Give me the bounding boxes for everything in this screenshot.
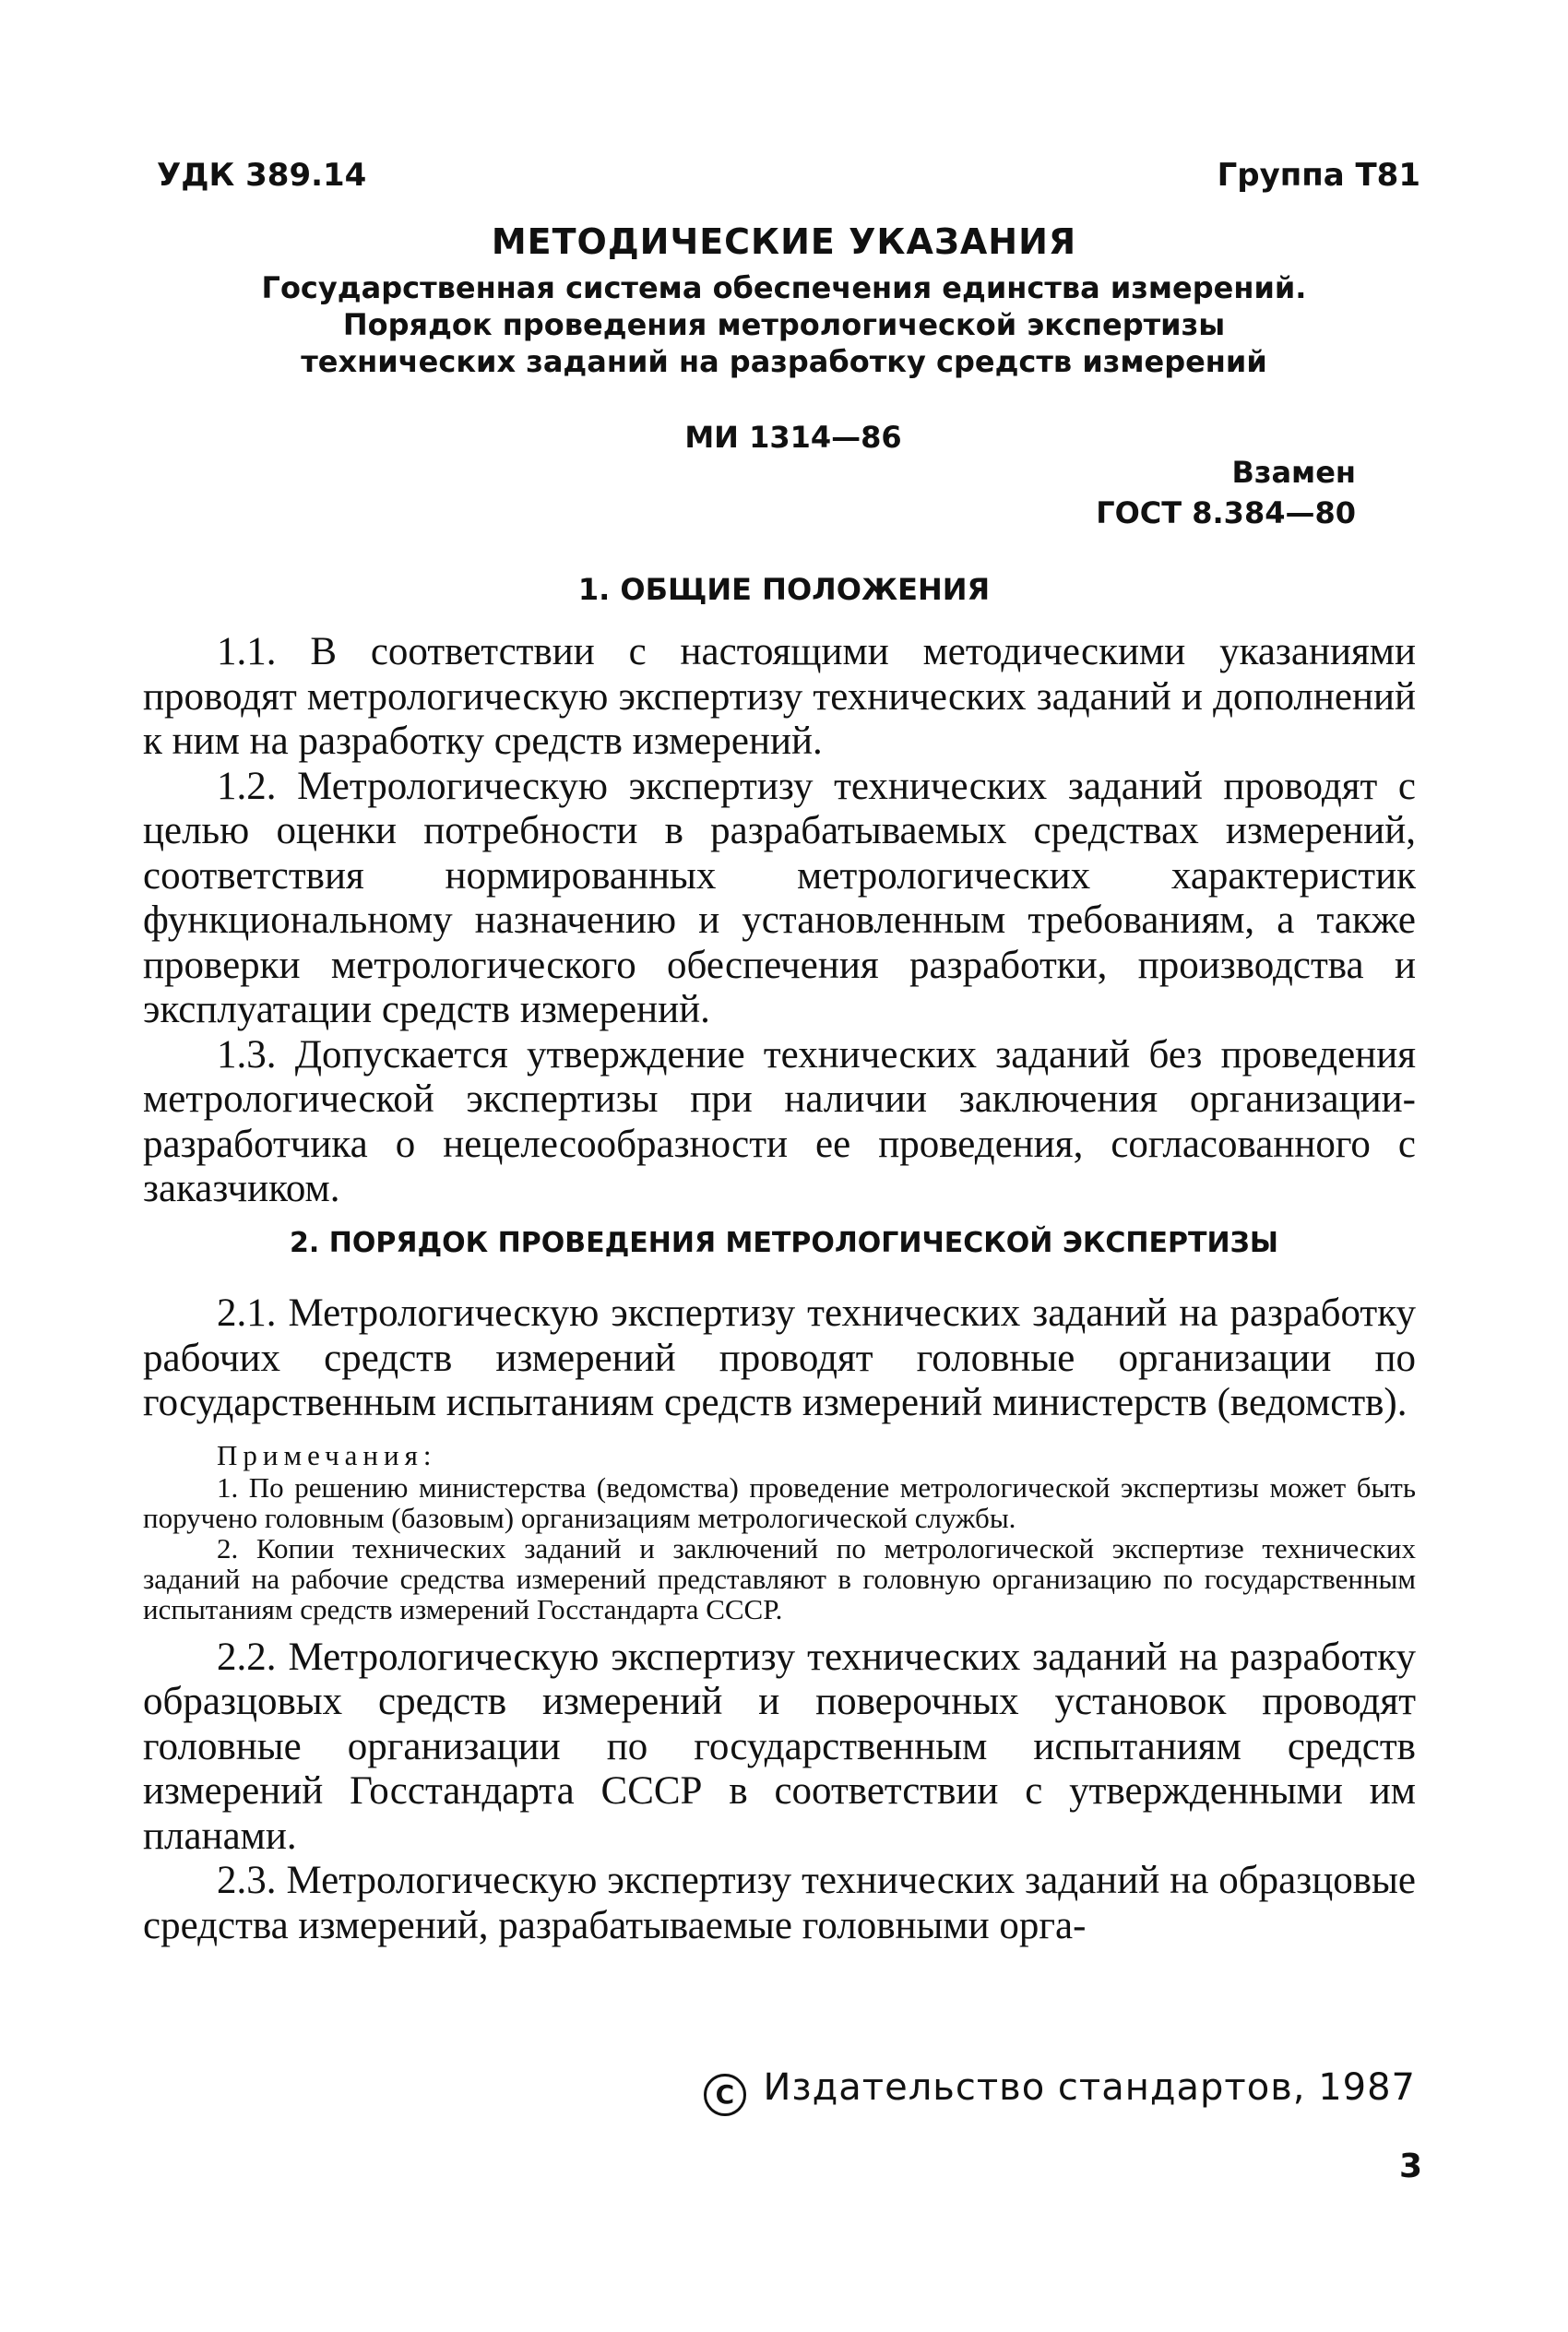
paragraph-2-3: 2.3. Метрологическую экспертизу технических заданий на образцовые средства измерений, разрабатываемые головными орга-	[143, 1859, 1416, 1947]
section-2-heading: 2. ПОРЯДОК ПРОВЕДЕНИЯ МЕТРОЛОГИЧЕСКОЙ ЭКСПЕРТИЗЫ	[290, 1227, 1278, 1259]
section-1-body	[143, 630, 1416, 1212]
section-2-body	[143, 1291, 1416, 1948]
paragraph-1-3: 1.3. Допускается утверждение технических заданий без проведения метрологической экспертизы при наличии заключения организации-разработчика о нецелесообразности ее проведения, согласованного с заказчиком.	[143, 1032, 1416, 1210]
paragraph-2-1: 2.1. Метрологическую экспертизу технических заданий на разработку рабочих средств измерений проводят головные организации по государственным испытаниям средств измерений министерств (ведомств).	[143, 1291, 1416, 1424]
group-code: Группа Т81	[1217, 157, 1420, 194]
notes-heading: Примечания:	[217, 1438, 437, 1471]
note-2: 2. Копии технических заданий и заключений по метрологической экспертизе технических заданий на рабочие средства измерений представляют в головную организацию по государственным испытаниям средств измерений Госстандарта СССР.	[143, 1531, 1416, 1625]
copyright-text: Издательство стандартов, 1987	[763, 2066, 1416, 2109]
page-number: 3	[1398, 2148, 1422, 2185]
document-code: МИ 1314—86	[684, 420, 902, 455]
copyright-icon: C	[704, 2074, 746, 2116]
document-subtitle: Государственная система обеспечения единства измерений. Порядок проведения метрологической экспертизы технических заданий на разработку средств измерений	[261, 270, 1307, 379]
replaces-label: Взамен	[1231, 455, 1356, 490]
replaces-block	[1096, 452, 1356, 533]
replaces-document: ГОСТ 8.384—80	[1096, 495, 1356, 530]
paragraph-1-2: 1.2. Метрологическую экспертизу технических заданий проводят с целью оценки потребности в разрабатываемых средствах измерений, соответствия нормированных метрологических характеристик функциональному назначению и установленным требованиям, а также проверки метрологического обеспечения разработки, производства и эксплуатации средств измерений.	[143, 764, 1416, 1031]
paragraph-1-1: 1.1. В соответствии с настоящими методическими указаниями проводят метрологическую экспертизу технических заданий и дополнений к ним на разработку средств измерений.	[143, 630, 1416, 763]
copyright-line	[704, 2066, 1416, 2116]
note-1: 1. По решению министерства (ведомства) проведение метрологической экспертизы может быть поручено головным (базовым) организациям метрологической службы.	[143, 1470, 1416, 1534]
udk-code: УДК 389.14	[157, 157, 367, 194]
document-title: МЕТОДИЧЕСКИЕ УКАЗАНИЯ	[491, 221, 1077, 262]
section-1-heading: 1. ОБЩИЕ ПОЛОЖЕНИЯ	[577, 572, 991, 607]
paragraph-2-2: 2.2. Метрологическую экспертизу технических заданий на разработку образцовых средств измерений и поверочных установок проводят головные организации по государственным испытаниям средств измерений Госстандарта СССР в соответствии с утвержденными им планами.	[143, 1635, 1416, 1858]
